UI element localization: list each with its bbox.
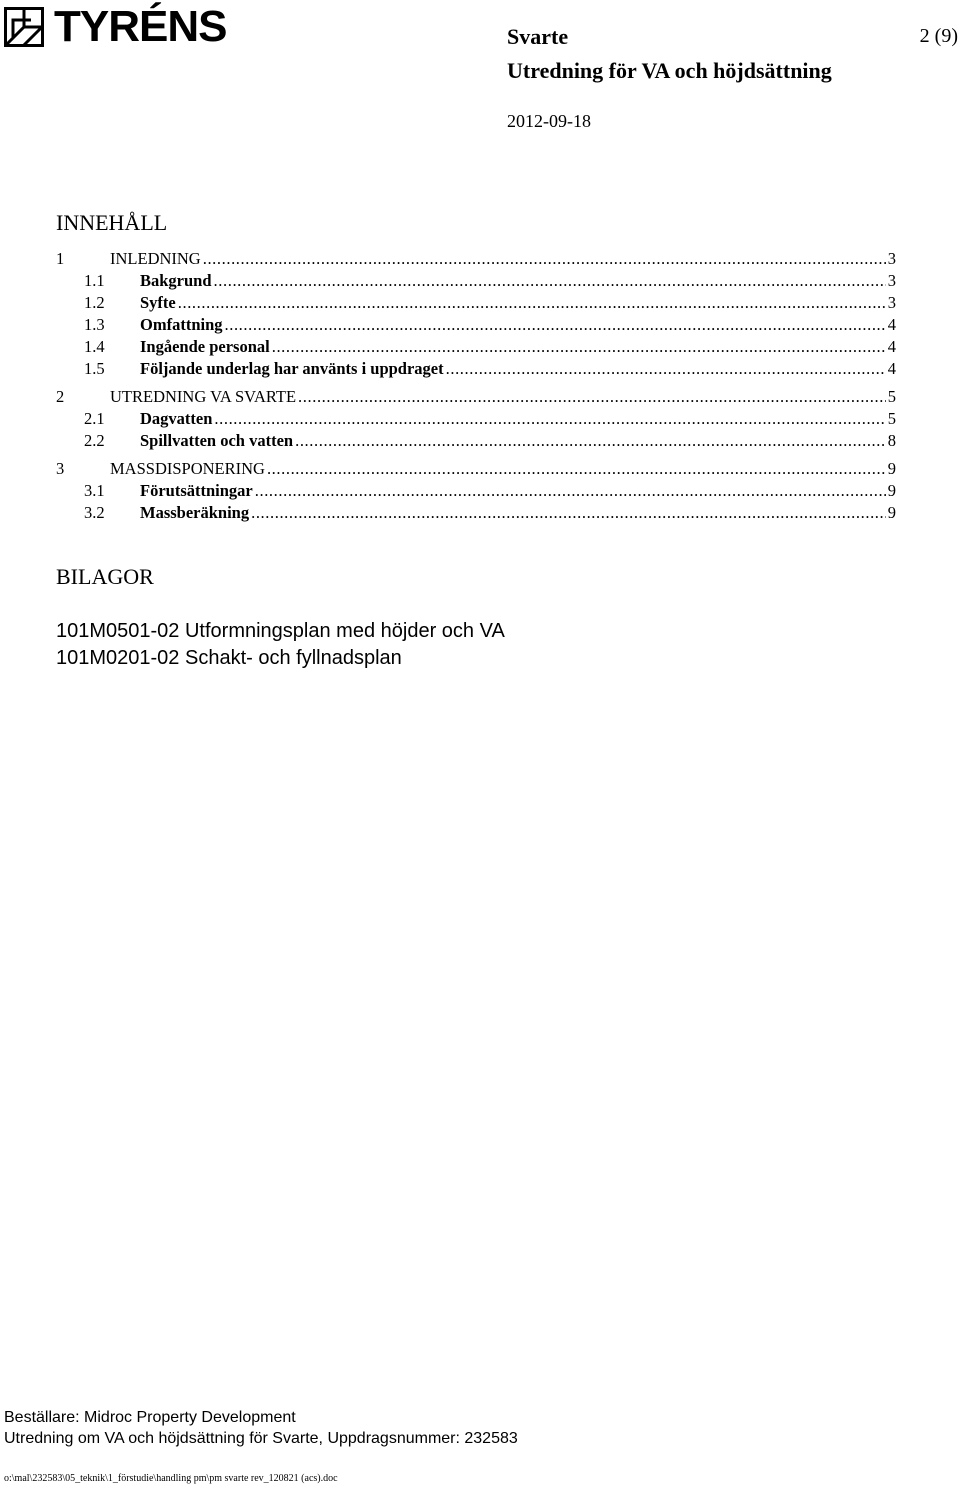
document-date: 2012-09-18 bbox=[507, 111, 591, 131]
document-subtitle: Utredning för VA och höjdsättning bbox=[507, 58, 832, 83]
document-title: Svarte bbox=[507, 24, 569, 49]
toc-title: Dagvatten bbox=[140, 409, 213, 428]
toc-leader bbox=[214, 409, 885, 429]
toc-page: 4 bbox=[887, 315, 896, 334]
appendix-item: 101M0201-02 Schakt- och fyllnadsplan bbox=[56, 647, 402, 669]
toc-page: 9 bbox=[887, 503, 896, 522]
toc-leader bbox=[272, 337, 886, 357]
toc-number: 1.2 bbox=[84, 293, 105, 312]
toc-entry[interactable] bbox=[56, 271, 896, 293]
toc-title: Ingående personal bbox=[140, 337, 270, 356]
appendices-heading: BILAGOR bbox=[56, 564, 154, 589]
footer-study: Utredning om VA och höjdsättning för Svarte, Uppdragsnummer: 232583 bbox=[4, 1430, 518, 1447]
toc-entry[interactable] bbox=[56, 503, 896, 525]
toc-leader bbox=[255, 481, 886, 501]
toc-page: 4 bbox=[887, 359, 896, 378]
appendix-item: 101M0501-02 Utformningsplan med höjder och VA bbox=[56, 620, 505, 642]
toc-number: 1.3 bbox=[84, 315, 105, 334]
toc-number: 2 bbox=[56, 387, 65, 406]
toc-entry[interactable] bbox=[56, 359, 896, 381]
page-number: 2 (9) bbox=[919, 25, 958, 47]
toc-leader bbox=[446, 359, 886, 379]
toc-page: 9 bbox=[887, 459, 896, 478]
toc-number: 2.1 bbox=[84, 409, 105, 428]
toc-leader bbox=[295, 431, 886, 451]
toc-leader bbox=[214, 271, 886, 291]
appendices-list bbox=[56, 618, 505, 672]
toc-entry[interactable] bbox=[56, 337, 896, 359]
footer-client: Beställare: Midroc Property Development bbox=[4, 1409, 296, 1426]
toc-title: UTREDNING VA SVARTE bbox=[110, 387, 297, 406]
toc-page: 3 bbox=[887, 271, 896, 290]
toc-leader bbox=[267, 459, 886, 479]
company-logo bbox=[4, 2, 227, 51]
toc-number: 1.5 bbox=[84, 359, 105, 378]
toc-leader bbox=[251, 503, 886, 523]
toc-entry[interactable] bbox=[56, 249, 896, 271]
toc-title: Bakgrund bbox=[140, 271, 212, 290]
toc-entry[interactable] bbox=[56, 459, 896, 481]
toc-leader bbox=[225, 315, 886, 335]
logo-wordmark: TYRÉNS bbox=[54, 2, 227, 51]
toc-entry[interactable] bbox=[56, 409, 896, 431]
toc-number: 1.1 bbox=[84, 271, 105, 290]
toc-leader bbox=[178, 293, 886, 313]
toc-title: Omfattning bbox=[140, 315, 223, 334]
toc-title: Följande underlag har använts i uppdraget bbox=[140, 359, 444, 378]
toc-entry[interactable] bbox=[56, 431, 896, 453]
table-of-contents bbox=[56, 249, 896, 525]
toc-number: 2.2 bbox=[84, 431, 105, 450]
toc-page: 5 bbox=[887, 387, 896, 406]
tyrens-logo-icon bbox=[4, 7, 44, 47]
toc-title: Syfte bbox=[140, 293, 176, 312]
toc-title: Förutsättningar bbox=[140, 481, 253, 500]
toc-page: 9 bbox=[887, 481, 896, 500]
toc-number: 1 bbox=[56, 249, 65, 268]
toc-entry[interactable] bbox=[56, 315, 896, 337]
toc-title: INLEDNING bbox=[110, 249, 201, 268]
toc-number: 3.2 bbox=[84, 503, 105, 522]
toc-leader bbox=[203, 249, 886, 269]
toc-title: MASSDISPONERING bbox=[110, 459, 265, 478]
toc-page: 3 bbox=[887, 293, 896, 312]
toc-page: 5 bbox=[887, 409, 896, 428]
toc-page: 3 bbox=[887, 249, 896, 268]
toc-entry[interactable] bbox=[56, 293, 896, 315]
toc-title: Spillvatten och vatten bbox=[140, 431, 294, 450]
toc-leader bbox=[298, 387, 886, 407]
toc-entry[interactable] bbox=[56, 387, 896, 409]
footer-file-path: o:\mal\232583\05_teknik\1_förstudie\handling pm\pm svarte rev_120821 (acs).doc bbox=[4, 1473, 338, 1484]
toc-number: 1.4 bbox=[84, 337, 105, 356]
toc-entry[interactable] bbox=[56, 481, 896, 503]
toc-number: 3.1 bbox=[84, 481, 105, 500]
toc-heading: INNEHÅLL bbox=[56, 210, 168, 235]
toc-number: 3 bbox=[56, 459, 65, 478]
toc-title: Massberäkning bbox=[140, 503, 250, 522]
toc-page: 8 bbox=[887, 431, 896, 450]
toc-page: 4 bbox=[887, 337, 896, 356]
